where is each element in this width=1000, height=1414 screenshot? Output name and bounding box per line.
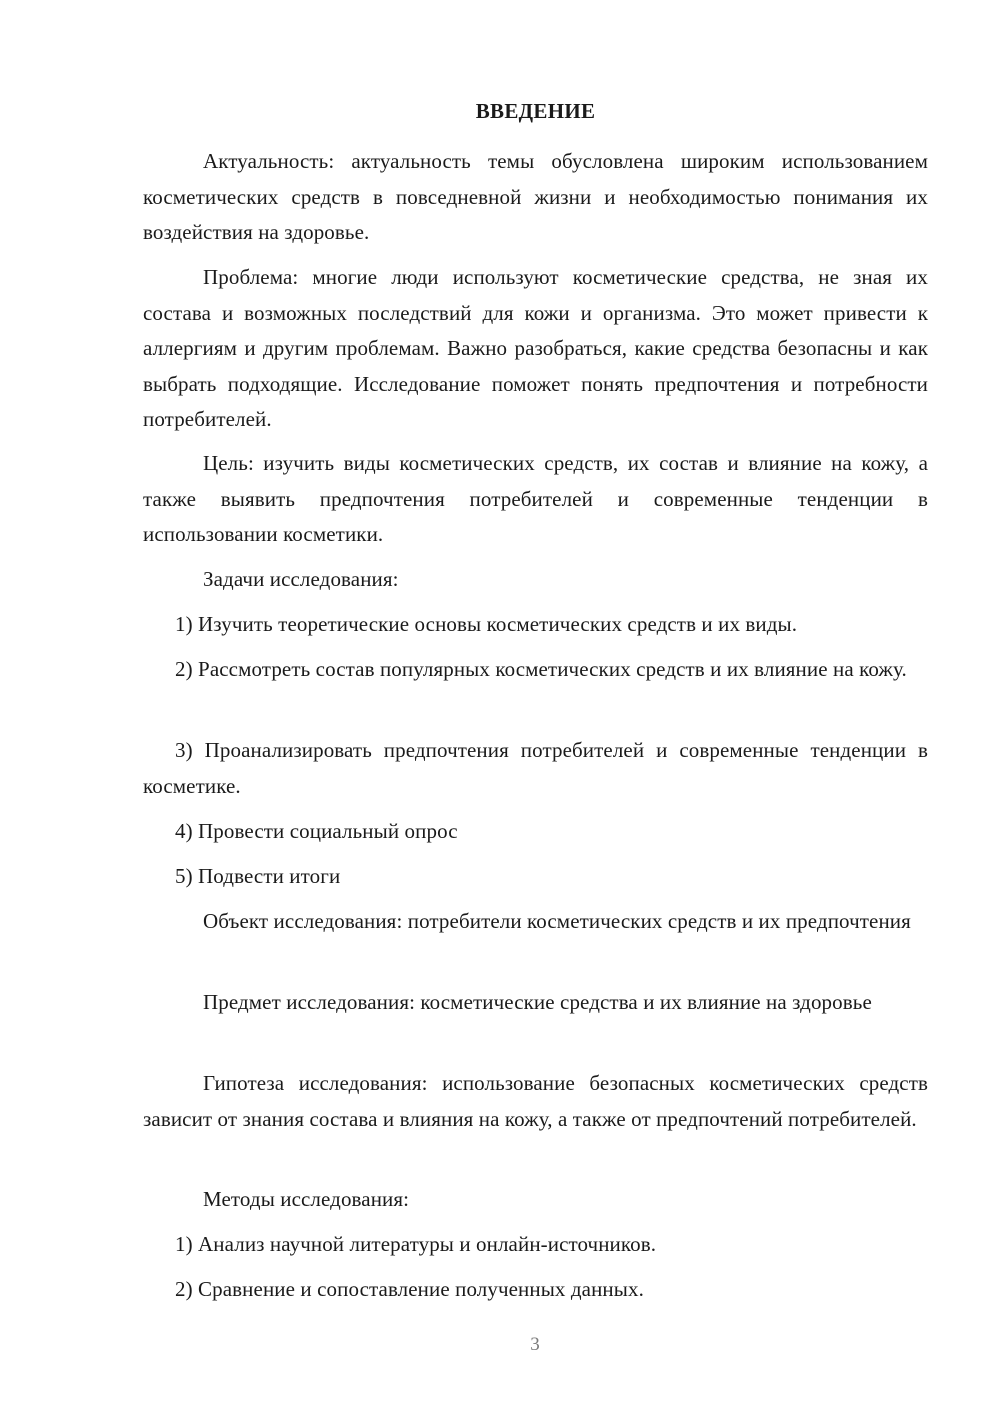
paragraph-relevance: Актуальность: актуальность темы обусловлена широким использованием косметических средств в повседневной жизни и необходимостью понимания их воздействия на здоровье.: [143, 149, 928, 244]
paragraph-goal: Цель: изучить виды косметических средств, их состав и влияние на кожу, а также выявить предпочтения потребителей и современные тенденции в использовании косметики.: [143, 451, 928, 546]
method-item-1: 1) Анализ научной литературы и онлайн-источников.: [175, 1232, 657, 1256]
task-item-3: 3) Проанализировать предпочтения потребителей и современные тенденции в косметике.: [143, 738, 928, 798]
task-item-2: 2) Рассмотреть состав популярных косметических средств и их влияние на кожу.: [175, 657, 907, 681]
paragraph-tasks-heading: Задачи исследования:: [203, 567, 399, 591]
task-item-5: 5) Подвести итоги: [175, 864, 341, 888]
task-item-1: 1) Изучить теоретические основы косметических средств и их виды.: [175, 612, 798, 636]
paragraph-subject: Предмет исследования: косметические средства и их влияние на здоровье: [203, 990, 872, 1014]
paragraph-problem: Проблема: многие люди используют косметические средства, не зная их состава и возможных последствий для кожи и организма. Это может привести к аллергиям и другим проблемам. Важно разобраться, какие средства безопасны и как выбрать подходящие. Исследование поможет понять предпочтения и потребности потребителей.: [143, 265, 928, 431]
paragraph-methods-heading: Методы исследования:: [203, 1187, 410, 1211]
task-item-4: 4) Провести социальный опрос: [175, 819, 458, 843]
page-number: 3: [530, 1334, 540, 1355]
method-item-2: 2) Сравнение и сопоставление полученных данных.: [175, 1277, 644, 1301]
paragraph-hypothesis: Гипотеза исследования: использование безопасных косметических средств зависит от знания состава и влияния на кожу, а также от предпочтений потребителей.: [143, 1071, 928, 1131]
page-title: ВВЕДЕНИЕ: [475, 99, 596, 123]
paragraph-object: Объект исследования: потребители косметических средств и их предпочтения: [203, 909, 911, 933]
